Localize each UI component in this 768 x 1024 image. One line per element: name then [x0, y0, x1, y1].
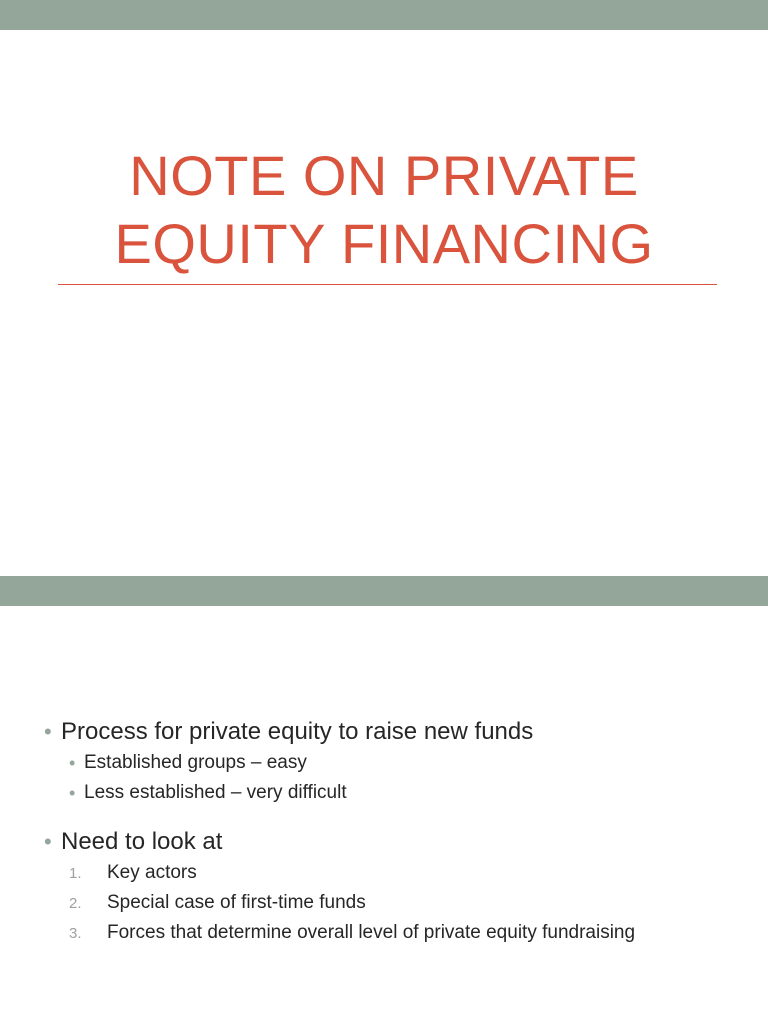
bullet-text: Need to look at — [61, 828, 223, 855]
number-marker: 3. — [69, 925, 82, 942]
slide-divider-band — [0, 576, 768, 606]
bullet-dot-icon: • — [69, 783, 76, 803]
top-header-band — [0, 0, 768, 30]
title-line-2: EQUITY FINANCING — [114, 212, 654, 275]
number-marker: 2. — [69, 895, 82, 912]
number-marker: 1. — [69, 865, 82, 882]
sub-bullet-text: Less established – very difficult — [84, 782, 347, 803]
title-slide — [0, 30, 768, 576]
bullet-dot-icon: • — [69, 753, 76, 773]
content-slide — [0, 606, 768, 1024]
numbered-text: Special case of first-time funds — [107, 892, 366, 913]
sub-bullet-text: Established groups – easy — [84, 752, 307, 773]
numbered-item — [44, 918, 744, 948]
numbered-item — [44, 888, 744, 918]
bullet-item — [44, 826, 744, 858]
numbered-text: Forces that determine overall level of private equity fundraising — [107, 922, 636, 943]
bullet-list — [44, 716, 744, 948]
sub-bullet-item — [44, 748, 744, 778]
bullet-dot-icon: • — [44, 829, 52, 854]
bullet-text: Process for private equity to raise new funds — [61, 718, 534, 745]
bullet-dot-icon: • — [44, 719, 52, 744]
numbered-item — [44, 858, 744, 888]
title-underline — [58, 284, 717, 285]
title-line-1: NOTE ON PRIVATE — [129, 144, 639, 207]
slide-title — [0, 142, 768, 278]
numbered-text: Key actors — [107, 862, 197, 883]
bullet-item — [44, 716, 744, 748]
sub-bullet-item — [44, 778, 744, 808]
